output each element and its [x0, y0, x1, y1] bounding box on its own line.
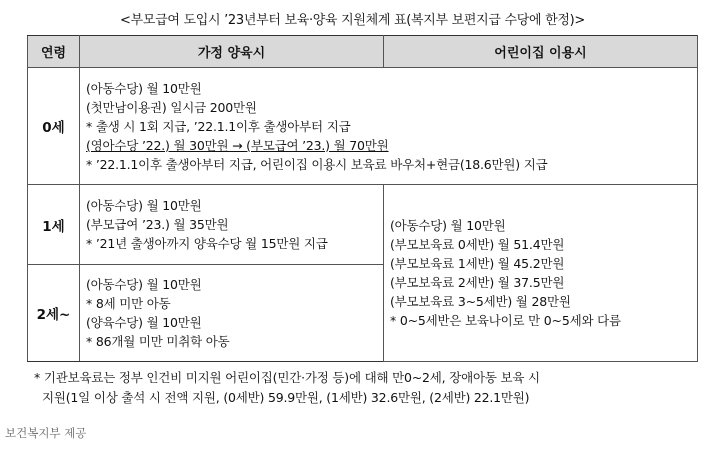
age-2-home-care	[80, 265, 384, 362]
source-credit: 보건복지부 제공	[5, 426, 87, 440]
list-item: (아동수당) 월 10만원	[86, 198, 202, 213]
age-1-home-care	[80, 185, 384, 265]
table-title: <부모급여 도입시 ’23년부터 보육·양육 지원체계 표(복지부 보편지급 수당에 한정)>	[120, 13, 585, 28]
list-item: * 86개월 미만 미취학 아동	[86, 334, 230, 349]
daycare-content	[384, 185, 698, 362]
footnote	[34, 368, 684, 408]
list-item: * ’22.1.1이후 출생아부터 지급, 어린이집 이용시 보육료 바우처+현금(18.6만원) 지급	[86, 156, 548, 172]
list-item: (첫만남이용권) 일시금 200만원	[86, 99, 257, 115]
age-label-0: 0세	[28, 68, 80, 185]
header-daycare: 어린이집 이용시	[384, 36, 698, 68]
list-item: (양육수당) 월 10만원	[86, 315, 202, 330]
age-0-content	[80, 68, 698, 185]
list-item: (아동수당) 월 10만원	[390, 218, 506, 233]
list-item: (부모보육료 0세반) 월 51.4만원	[390, 237, 565, 252]
list-item: (아동수당) 월 10만원	[86, 277, 202, 292]
table-row-age-0	[28, 68, 698, 185]
header-age: 연령	[28, 36, 80, 68]
list-item: * ’21년 출생아까지 양육수당 월 15만원 지급	[86, 236, 328, 251]
list-item: (부모보육료 3~5세반) 월 28만원	[390, 294, 571, 309]
list-item: * 0~5세반은 보육나이로 만 0~5세와 다름	[390, 313, 621, 328]
list-item: * 8세 미만 아동	[86, 296, 171, 311]
list-item: (부모급여 ’23.) 월 35만원	[86, 217, 229, 232]
support-table	[27, 35, 698, 362]
age-label-2: 2세~	[28, 265, 80, 362]
header-row	[28, 36, 698, 68]
list-item: (부모보육료 1세반) 월 45.2만원	[390, 256, 565, 271]
header-home-care: 가정 양육시	[80, 36, 384, 68]
footnote-line: 지원(1일 이상 출석 시 전액 지원, (0세반) 59.9만원, (1세반) 32.6만원, (2세반) 22.1만원)	[42, 390, 530, 405]
list-item: * 출생 시 1회 지급, ’22.1.1이후 출생아부터 지급	[86, 118, 351, 134]
list-item: (부모보육료 2세반) 월 37.5만원	[390, 275, 565, 290]
list-item: (아동수당) 월 10만원	[86, 80, 202, 96]
footnote-line: * 기관보육료는 정부 인건비 미지원 어린이집(민간·가정 등)에 대해 만0~2세, 장애아동 보육 시	[34, 370, 540, 385]
age-label-1: 1세	[28, 185, 80, 265]
table-row-age-1	[28, 185, 698, 265]
list-item: (영아수당 ’22.) 월 30만원 → (부모급여 ’23.) 월 70만원	[86, 137, 389, 153]
